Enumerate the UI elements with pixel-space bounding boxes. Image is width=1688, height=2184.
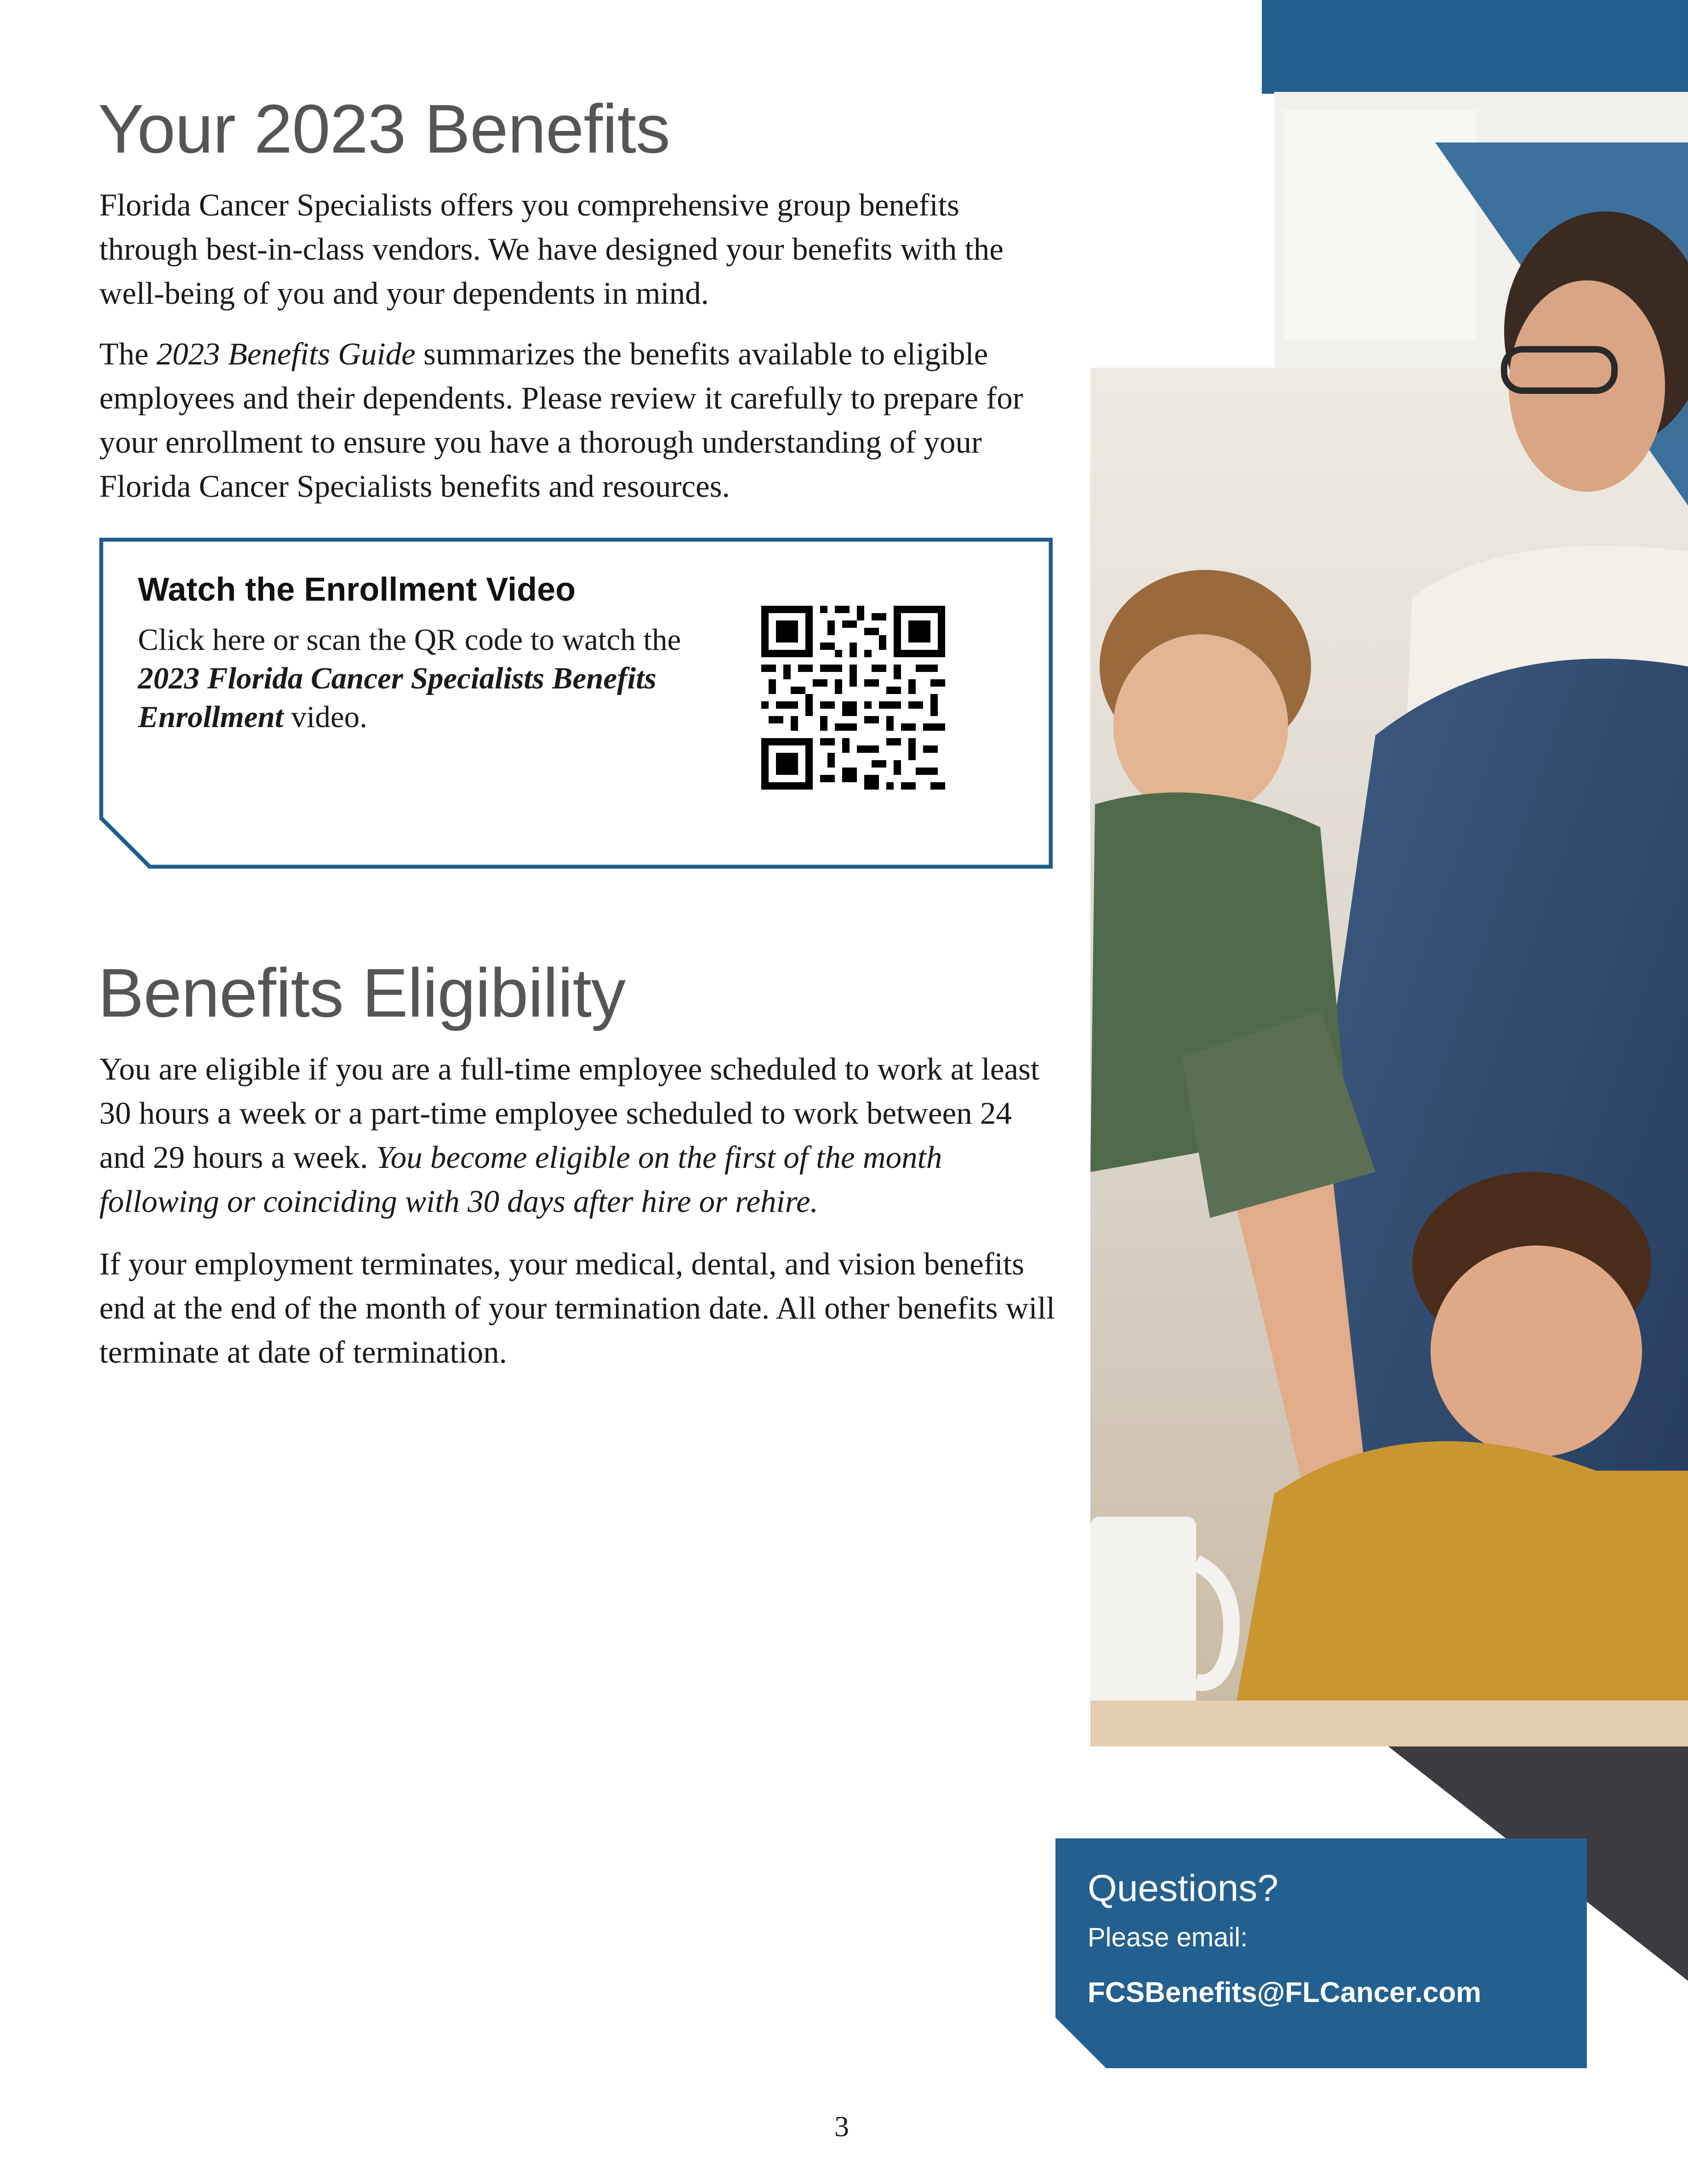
guide-paragraph-rest: summarizes the benefits available to eligible employees and their dependents. Please review it carefully to prepare for your enrollment to ensure you have a thorough understanding of your Florida Cancer Specialists benefits and resources. (99, 336, 1023, 504)
questions-subtitle: Please email: (1088, 1922, 1248, 1952)
eligibility-italic: You become eligible on the first of the month following or coinciding with 30 days after hire or rehire. (99, 1140, 942, 1219)
video-box-title: Watch the Enrollment Video (138, 571, 576, 608)
guide-paragraph (99, 332, 1065, 508)
video-box-text-rest: video. (283, 700, 367, 734)
questions-title: Questions? (1088, 1867, 1278, 1909)
enrollment-video-box[interactable] (99, 538, 1053, 869)
questions-panel (1055, 1838, 1587, 2068)
top-blue-bar (1262, 0, 1688, 94)
video-title-italic: 2023 Florida Cancer Specialists Benefits Enrollment (138, 661, 656, 734)
guide-title-italic: 2023 Benefits Guide (156, 336, 416, 371)
benefits-title: Your 2023 Benefits (98, 90, 670, 167)
video-box-text-lead: Click here or scan the QR code to watch the (138, 623, 681, 657)
termination-paragraph: If your employment terminates, your medical, dental, and vision benefits end at the end of the month of your termination date. All other benefits will terminate at date of termination. (99, 1246, 1055, 1370)
questions-email-link[interactable]: FCSBenefits@FLCancer.com (1088, 1977, 1482, 2008)
intro-paragraph: Florida Cancer Specialists offers you comprehensive group benefits through best-in-class vendors. We have designed your benefits with the well-being of you and your dependents in mind. (99, 188, 1004, 311)
eligibility-text: You are eligible if you are a full-time employee scheduled to work at least 30 hours a week or a part-time employee scheduled to work between 24 and 29 hours a week. (99, 1052, 1040, 1175)
video-box-description[interactable] (138, 620, 717, 736)
family-photo (1090, 92, 1688, 1746)
eligibility-paragraph (99, 1047, 1060, 1223)
guide-paragraph-lead: The (99, 336, 157, 371)
qr-code-icon[interactable] (761, 606, 945, 790)
page-number: 3 (834, 2110, 849, 2143)
eligibility-title: Benefits Eligibility (98, 954, 626, 1031)
